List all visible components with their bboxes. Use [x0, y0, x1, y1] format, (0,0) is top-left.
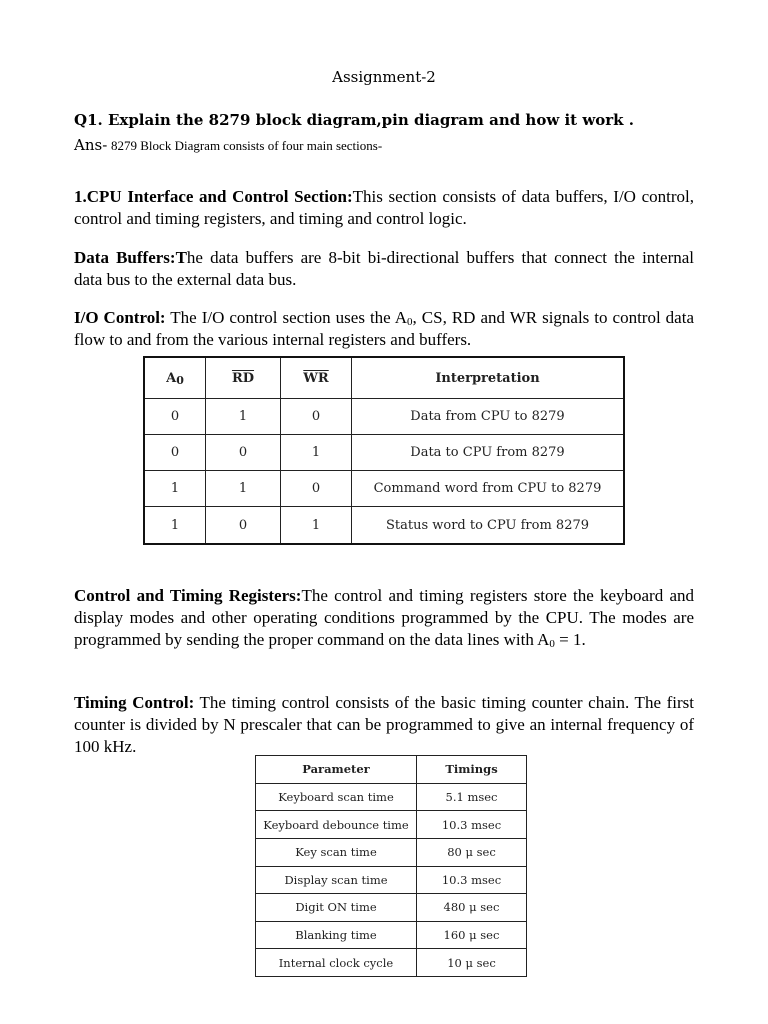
timing-control-paragraph [74, 692, 694, 758]
cell-rd: 1 [206, 399, 281, 435]
timing-control-title: Timing Control: [74, 693, 195, 712]
data-buffers-text: he data buffers are 8-bit bi-directional buffers that connect the internal data bus to the external data bus. [74, 248, 694, 289]
data-buffers-paragraph [74, 247, 694, 291]
control-timing-registers-title: Control and Timing Registers: [74, 586, 302, 605]
table-row [256, 783, 527, 811]
cell-rd: 1 [206, 471, 281, 507]
cell-parameter: Blanking time [256, 921, 417, 949]
header-parameter: Parameter [256, 756, 417, 784]
answer-text: 8279 Block Diagram consists of four main sections- [111, 138, 383, 153]
table-row [256, 838, 527, 866]
cell-wr: 1 [281, 435, 352, 471]
cell-interpretation: Status word to CPU from 8279 [352, 507, 625, 544]
cell-parameter: Keyboard scan time [256, 783, 417, 811]
cell-timing: 5.1 msec [417, 783, 527, 811]
io-control-text-b: , CS, RD and WR signals to control data flow to and from the various internal registers and buffers. [74, 308, 694, 349]
header-interpretation: Interpretation [352, 357, 625, 399]
cell-timing: 10 μ sec [417, 949, 527, 977]
cell-timing: 480 μ sec [417, 894, 527, 922]
control-timing-registers-text-b: = 1. [554, 630, 586, 649]
cell-wr: 0 [281, 399, 352, 435]
cell-interpretation: Data from CPU to 8279 [352, 399, 625, 435]
timing-control-text: The timing control consists of the basic timing counter chain. The first counter is divided by N prescaler that can be programmed to give an internal frequency of 100 kHz. [74, 693, 694, 756]
table-row [256, 921, 527, 949]
cell-timing: 160 μ sec [417, 921, 527, 949]
answer-label: Ans- [74, 136, 108, 154]
cell-parameter: Display scan time [256, 866, 417, 894]
header-a0: $A_0$ [144, 357, 206, 399]
cell-wr: 1 [281, 507, 352, 544]
cell-timing: 10.3 msec [417, 811, 527, 839]
cell-rd: 0 [206, 507, 281, 544]
io-control-title: I/O Control: [74, 308, 166, 327]
io-control-subscript: 0 [407, 316, 413, 328]
control-timing-registers-text-a: The control and timing registers store the keyboard and display modes and other operating conditions programmed by the CPU. The modes are programmed by sending the proper command on the data lines with A [74, 586, 694, 649]
page-title: Assignment-2 [332, 68, 436, 86]
cpu-interface-paragraph [74, 186, 694, 230]
cell-interpretation: Data to CPU from 8279 [352, 435, 625, 471]
data-buffers-title: Data Buffers:T [74, 248, 187, 267]
timing-table-header-row [256, 756, 527, 784]
table-row [256, 811, 527, 839]
cell-a0: 1 [144, 507, 206, 544]
timing-table [255, 755, 527, 977]
cell-parameter: Key scan time [256, 838, 417, 866]
question-text: Q1. Explain the 8279 block diagram,pin diagram and how it work . [74, 111, 634, 129]
io-table-header-row [144, 357, 624, 399]
cell-parameter: Digit ON time [256, 894, 417, 922]
table-row [144, 435, 624, 471]
cell-rd: 0 [206, 435, 281, 471]
io-control-paragraph [74, 307, 694, 351]
control-timing-registers-subscript: 0 [549, 638, 555, 650]
table-row [256, 949, 527, 977]
cpu-interface-title: 1.CPU Interface and Control Section: [74, 187, 353, 206]
cell-a0: 0 [144, 435, 206, 471]
cpu-interface-text: This section consists of data buffers, I/O control, control and timing registers, and timing and control logic. [74, 187, 695, 228]
table-row [256, 866, 527, 894]
cell-parameter: Internal clock cycle [256, 949, 417, 977]
header-rd: $\overline{RD}$ [206, 357, 281, 399]
header-timings: Timings [417, 756, 527, 784]
cell-wr: 0 [281, 471, 352, 507]
table-row [144, 507, 624, 544]
table-row [256, 894, 527, 922]
cell-a0: 1 [144, 471, 206, 507]
cell-a0: 0 [144, 399, 206, 435]
io-control-text-a: The I/O control section uses the A [165, 308, 408, 327]
cell-interpretation: Command word from CPU to 8279 [352, 471, 625, 507]
io-control-table [143, 356, 625, 545]
header-wr: $\overline{WR}$ [281, 357, 352, 399]
cell-timing: 10.3 msec [417, 866, 527, 894]
answer-line [74, 136, 382, 155]
table-row [144, 471, 624, 507]
table-row [144, 399, 624, 435]
cell-timing: 80 μ sec [417, 838, 527, 866]
cell-parameter: Keyboard debounce time [256, 811, 417, 839]
control-timing-registers-paragraph [74, 585, 694, 651]
